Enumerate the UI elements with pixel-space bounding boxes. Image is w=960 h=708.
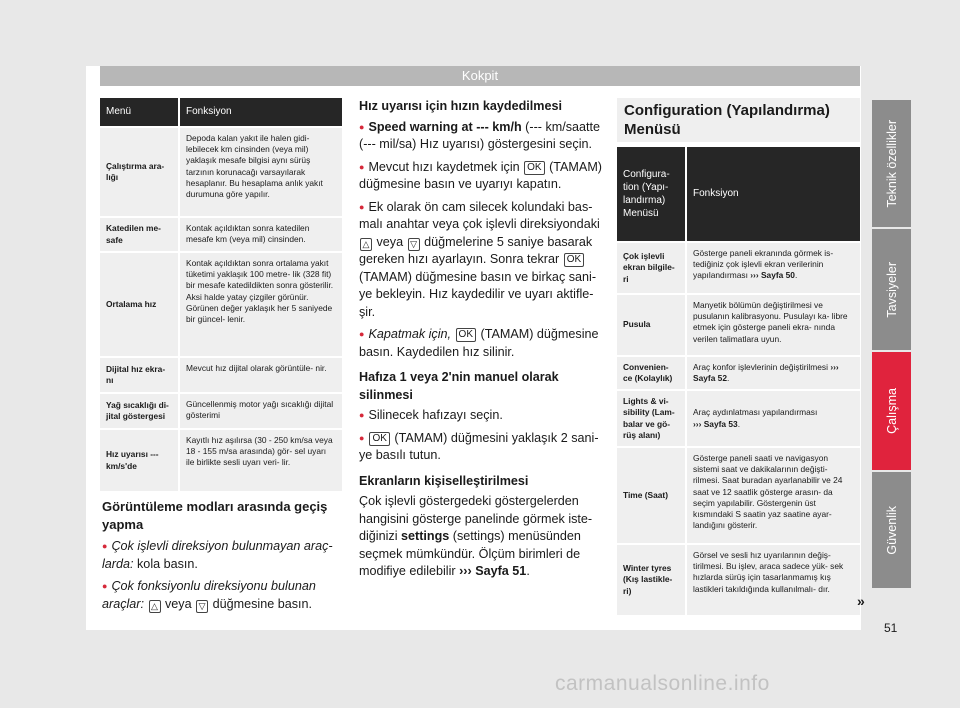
speed-warning-bullet-2: ● Mevcut hızı kaydetmek için OK (TAMAM) düğmesine basın ve uyarıyı kapatın. <box>359 159 605 194</box>
table-cell-function: Kontak açıldıktan sonra ortalama yakıt tüketimi yaklaşık 100 metre- lik (328 fit) bir mesafe katedildikten sonra gösterilir. Aksi halde yatay çizgiler görünür. Görünen değer yaklaşık her 5 saniyede bir güncel- lenir. <box>186 258 334 324</box>
customize-displays-heading: Ekranların kişiselleştirilmesi <box>359 473 529 488</box>
menu-table-header-col1: Menü <box>100 98 180 126</box>
up-arrow-button-icon: △ <box>149 600 161 613</box>
table-cell-menu: Ortalama hız <box>100 253 180 356</box>
table-cell-function: Gösterge paneli saati ve navigasyon sistemi saat ve dakikalarının değişti- rilmesi. Saat buradan ayarlanabilir ve 24 saat ve 12 saatlik gösterge arasın- da seçim yapılabilir. Göstergenin üst kısmındaki S saatin yaz saatine ayar- landığını gösterir. <box>693 453 843 531</box>
table-cell-function: Kontak açıldıktan sonra katedilen mesafe km (veya mil) cinsinden. <box>186 223 310 245</box>
down-arrow-button-icon: ▽ <box>196 600 208 613</box>
table-cell-function: Görsel ve sesli hız uyarılarının değiş- tirilmesi. Bu işlev, araca sadece yük- sek hızlarda sürüş için tasarlanmamış kış lastikleri takıldığında kullanılmalı- dır. <box>693 550 844 594</box>
page-reference-link[interactable]: Sayfa 50 <box>760 270 795 281</box>
table-cell-function: Manyetik bölümün değiştirilmesi ve pusulanın kalibrasyonu. Pusulayı ka- libre etmek için gösterge paneli ekra- nında verilen talimatlara uyun. <box>693 300 848 344</box>
table-row <box>100 428 342 491</box>
tab-calisma[interactable]: Çalışma <box>872 352 911 470</box>
reference-arrow-icon: ››› <box>693 418 702 429</box>
display-modes-bullet-2: ● Çok fonksiyonlu direksiyonu bulunan araçlar: △ veya ▽ düğmesine basın. <box>102 578 344 613</box>
display-modes-section <box>102 498 344 618</box>
ok-button-icon: OK <box>456 328 476 342</box>
table-row <box>617 389 860 446</box>
ok-button-icon: OK <box>369 432 389 446</box>
table-cell-function: Araç aydınlatması yapılandırması ››› Sayfa 53. <box>693 407 818 429</box>
table-row <box>617 543 860 615</box>
table-cell-menu: Katedilen me- safe <box>100 218 180 251</box>
table-row <box>100 216 342 251</box>
table-cell-menu: Pusula <box>617 295 687 355</box>
table-cell-menu: Winter tyres (Kış lastikle- ri) <box>617 545 687 615</box>
speed-warning-bullet-3: ● Ek olarak ön cam silecek kolundaki bas- malı anahtar veya çok işlevli direksiyondaki △ veya ▽ düğmelerine 5 saniye basarak gereken hızı ayarlayın. Sonra tekrar OK (TAMAM) düğmesine basın ve birkaç sani- ye bekleyin. Hız kaydedilir ve uyarı aktifle- şir. <box>359 199 605 322</box>
table-row <box>617 446 860 543</box>
menu-table-header-col2: Fonksiyon <box>186 106 232 118</box>
table-cell-menu: Hız uyarısı --- km/s'de <box>100 430 180 491</box>
table-cell-menu: Çalıştırma ara- lığı <box>100 128 180 216</box>
table-row <box>617 355 860 389</box>
config-table-header <box>617 147 860 241</box>
table-cell-menu: Time (Saat) <box>617 448 687 543</box>
config-table-header-col1: Configura- tion (Yapı- landırma) Menüsü <box>617 147 687 241</box>
bullet-icon <box>359 431 368 445</box>
speed-warning-bullet-1: ● Speed warning at --- km/h (--- km/saatte (--- mil/sa) Hız uyarısı) göstergesini seçin. <box>359 119 605 154</box>
display-modes-bullet-1: ● Çok işlevli direksiyon bulunmayan araç- larda: kola basın. <box>102 538 344 573</box>
table-row <box>100 356 342 392</box>
config-table <box>617 147 860 615</box>
customize-displays-paragraph: Çok işlevli göstergedeki göstergelerden hangisini gösterge panelinde görmek iste- diğinizi settings (settings) menüsünden seçmek mümkündür. Ölçüm birimleri de modifiye edilebilir ››› Sayfa 51. <box>359 494 593 578</box>
next-page-arrow-icon[interactable]: » <box>857 593 865 609</box>
table-row <box>100 126 342 216</box>
menu-table-header <box>100 98 342 126</box>
reference-arrow-icon: ››› <box>750 270 759 281</box>
table-row <box>100 392 342 428</box>
config-menu-title: Configuration (Yapılandırma) Menüsü <box>617 98 860 142</box>
ok-button-icon: OK <box>524 161 544 175</box>
table-cell-function: Depoda kalan yakıt ile halen gidi- lebilecek km cinsinden (veya mil) yaklaşık mesafe bilgisi aynı sürüş tarzının korunacağı varsayılarak hesaplanır. Bu hesaplama anlık yakıt durumuna göre yapılır. <box>186 133 323 199</box>
config-table-header-col2: Fonksiyon <box>693 188 739 200</box>
table-cell-menu: Dijital hız ekra- nı <box>100 358 180 392</box>
table-cell-menu: Çok işlevli ekran bilgile- ri <box>617 243 687 293</box>
memory-clear-heading: Hafıza 1 veya 2'nin manuel olarak silinmesi <box>359 370 559 402</box>
menu-table <box>100 98 342 491</box>
ok-button-icon: OK <box>564 253 584 267</box>
tab-teknik-ozellikler[interactable]: Teknik özellikler <box>872 100 911 227</box>
table-cell-menu: Yağ sıcaklığı di- jital göstergesi <box>100 394 180 428</box>
table-cell-menu: Lights & vi- sibility (Lam- balar ve gö- rüş alanı) <box>617 391 687 446</box>
tab-tavsiyeler[interactable]: Tavsiyeler <box>872 229 911 350</box>
display-modes-heading: Görüntüleme modları arasında geçiş yapma <box>102 499 328 533</box>
table-cell-function: Araç konfor işlevlerinin değiştirilmesi ››› Sayfa 52. <box>693 362 839 384</box>
page-number: 51 <box>884 621 898 635</box>
watermark: carmanualsonline.info <box>555 672 770 695</box>
table-row <box>100 251 342 356</box>
memory-clear-bullet-1: ● Silinecek hafızayı seçin. <box>359 407 605 425</box>
memory-clear-bullet-2: ● OK (TAMAM) düğmesini yaklaşık 2 sani- ye basılı tutun. <box>359 430 605 465</box>
speed-warning-bullet-4: ● Kapatmak için, OK (TAMAM) düğmesine basın. Kaydedilen hız silinir. <box>359 326 605 361</box>
table-cell-function: Kayıtlı hız aşılırsa (30 - 250 km/sa veya 18 - 155 m/sa arasında) gör- sel uyarı ile birlikte sesli uyarı veri- lir. <box>186 435 333 468</box>
down-arrow-button-icon: ▽ <box>408 238 420 251</box>
table-cell-function: Mevcut hız dijital olarak görüntüle- nir. <box>186 363 327 373</box>
table-cell-menu: Convenien- ce (Kolaylık) <box>617 357 687 389</box>
page-reference-link[interactable]: Sayfa 53 <box>703 418 738 429</box>
table-cell-function: Gösterge paneli ekranında görmek is- tediğiniz çok işlevli ekran verilerinin yapılandırması ››› Sayfa 50. <box>693 248 834 281</box>
speed-warning-heading: Hız uyarısı için hızın kaydedilmesi <box>359 99 562 113</box>
reference-arrow-icon: ››› <box>830 362 839 372</box>
up-arrow-button-icon: △ <box>360 238 372 251</box>
table-row <box>617 241 860 293</box>
page-reference-link[interactable]: Sayfa 51 <box>475 564 527 578</box>
table-row <box>617 293 860 355</box>
page-reference-link[interactable]: Sayfa 52 <box>693 373 727 384</box>
tab-guvenlik[interactable]: Güvenlik <box>872 472 911 588</box>
speed-warning-section <box>359 98 605 586</box>
table-cell-function: Güncellenmiş motor yağı sıcaklığı dijital gösterimi <box>186 399 334 421</box>
page-header: Kokpit <box>100 66 860 86</box>
reference-arrow-icon: ››› <box>459 564 472 578</box>
